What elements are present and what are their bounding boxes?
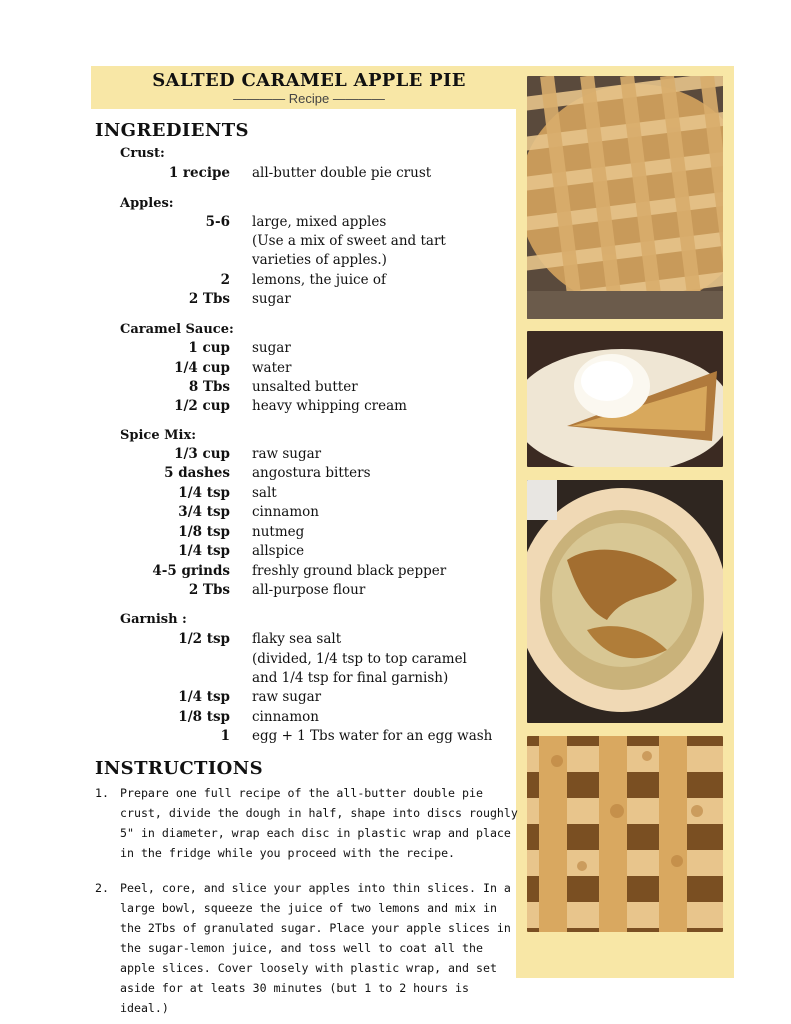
caramel-label: Caramel Sauce: — [120, 322, 234, 337]
ingredient-desc: angostura bitters — [252, 465, 371, 481]
ingredient-desc: nutmeg — [252, 524, 305, 540]
ingredient-desc: sugar — [252, 291, 291, 307]
garnish-label: Garnish : — [120, 612, 187, 627]
step-number: 2. — [95, 881, 109, 895]
ingredient-desc: and 1/4 tsp for final garnish) — [252, 670, 449, 686]
ingredient-row — [0, 252, 520, 272]
ingredient-desc: sugar — [252, 340, 291, 356]
step-text: Peel, core, and slice your apples into thin slices. In a large bowl, squeeze the juice of two lemons and mix in the 2Tbs of granulated sugar. Place your apple slices in the sugar-lemon juice, and toss well to coat all the apple slices. Cover loosely with plastic wrap, and set aside for at leats 30 minutes (but 1 to 2 hours is ideal.) — [120, 881, 511, 1015]
ingredient-qty: 1/4 tsp — [178, 543, 230, 559]
instructions-heading: INSTRUCTIONS — [95, 758, 263, 779]
instruction-step — [95, 783, 520, 863]
ingredient-row — [0, 543, 520, 563]
ingredient-desc: cinnamon — [252, 504, 319, 520]
ingredient-row — [0, 360, 520, 380]
ingredient-row — [0, 670, 520, 690]
ingredient-desc: raw sugar — [252, 689, 322, 705]
ingredient-desc: raw sugar — [252, 446, 322, 462]
ingredient-row — [0, 233, 520, 253]
ingredient-desc: lemons, the juice of — [252, 272, 387, 288]
ingredient-row — [0, 504, 520, 524]
ingredient-row — [0, 291, 520, 311]
spice-label: Spice Mix: — [120, 428, 197, 443]
ingredient-desc: all-purpose flour — [252, 582, 366, 598]
instruction-step — [95, 878, 520, 1015]
ingredient-row — [0, 446, 520, 466]
ingredient-row — [0, 379, 520, 399]
ingredient-qty: 1/4 cup — [174, 360, 230, 376]
ingredient-qty: 1/8 tsp — [178, 709, 230, 725]
ingredient-row — [0, 524, 520, 544]
ingredient-qty: 1/2 tsp — [178, 631, 230, 647]
ingredient-desc: unsalted butter — [252, 379, 358, 395]
pie-slice-ice-cream-photo — [527, 331, 723, 467]
ingredient-qty: 8 Tbs — [188, 379, 230, 395]
ingredient-row — [0, 563, 520, 583]
ingredient-row — [0, 272, 520, 292]
ingredient-qty: 2 — [220, 272, 230, 288]
ingredient-row — [0, 465, 520, 485]
ingredient-desc: (divided, 1/4 tsp to top caramel — [252, 651, 467, 667]
ingredient-qty: 1/8 tsp — [178, 524, 230, 540]
ingredient-qty: 2 Tbs — [188, 582, 230, 598]
ingredient-desc: heavy whipping cream — [252, 398, 407, 414]
ingredient-row — [0, 398, 520, 418]
ingredient-qty: 1/4 tsp — [178, 689, 230, 705]
ingredient-row — [0, 709, 520, 729]
step-number: 1. — [95, 786, 109, 800]
ingredient-desc: (Use a mix of sweet and tart — [252, 233, 446, 249]
lattice-pie-photo — [527, 76, 723, 319]
ingredient-qty: 1 recipe — [168, 165, 230, 181]
ingredient-row — [0, 631, 520, 651]
ingredient-qty: 1/3 cup — [174, 446, 230, 462]
ingredient-qty: 5 dashes — [164, 465, 230, 481]
ingredient-desc: varieties of apples.) — [252, 252, 387, 268]
ingredient-desc: all-butter double pie crust — [252, 165, 432, 181]
pie-filling-caramel-photo — [527, 480, 723, 723]
title-band — [91, 66, 527, 109]
ingredient-qty: 1 — [220, 728, 230, 744]
ingredient-qty: 1/4 tsp — [178, 485, 230, 501]
ingredient-qty: 3/4 tsp — [178, 504, 230, 520]
ingredient-row — [0, 728, 520, 748]
ingredient-desc: water — [252, 360, 292, 376]
ingredient-desc: allspice — [252, 543, 305, 559]
ingredient-row — [0, 485, 520, 505]
ingredient-qty: 5-6 — [205, 214, 230, 230]
ingredient-qty: 1/2 cup — [174, 398, 230, 414]
step-text: Prepare one full recipe of the all-butter double pie crust, divide the dough in half, shape into discs roughly 5" in diameter, wrap each disc in plastic wrap and place in the fridge while you proceed with the recipe. — [120, 786, 518, 860]
ingredients-heading: INGREDIENTS — [95, 120, 249, 141]
ingredient-desc: egg + 1 Tbs water for an egg wash — [252, 728, 493, 744]
apples-label: Apples: — [120, 196, 174, 211]
ingredient-row — [0, 582, 520, 602]
ingredient-desc: cinnamon — [252, 709, 319, 725]
ingredient-desc: flaky sea salt — [252, 631, 342, 647]
ingredient-row — [0, 165, 520, 185]
ingredient-row — [0, 214, 520, 234]
ingredient-qty: 4-5 grinds — [152, 563, 230, 579]
ingredient-row — [0, 340, 520, 360]
page-subtitle: ———— Recipe ———— — [233, 91, 385, 106]
ingredient-desc: freshly ground black pepper — [252, 563, 447, 579]
ingredient-row — [0, 689, 520, 709]
ingredient-qty: 1 cup — [188, 340, 230, 356]
crust-label: Crust: — [120, 146, 165, 161]
ingredient-desc: large, mixed apples — [252, 214, 387, 230]
ingredient-desc: salt — [252, 485, 277, 501]
page-title: SALTED CARAMEL APPLE PIE — [152, 70, 466, 91]
ingredient-row — [0, 651, 520, 671]
ingredient-qty: 2 Tbs — [188, 291, 230, 307]
lattice-closeup-photo — [527, 736, 723, 932]
